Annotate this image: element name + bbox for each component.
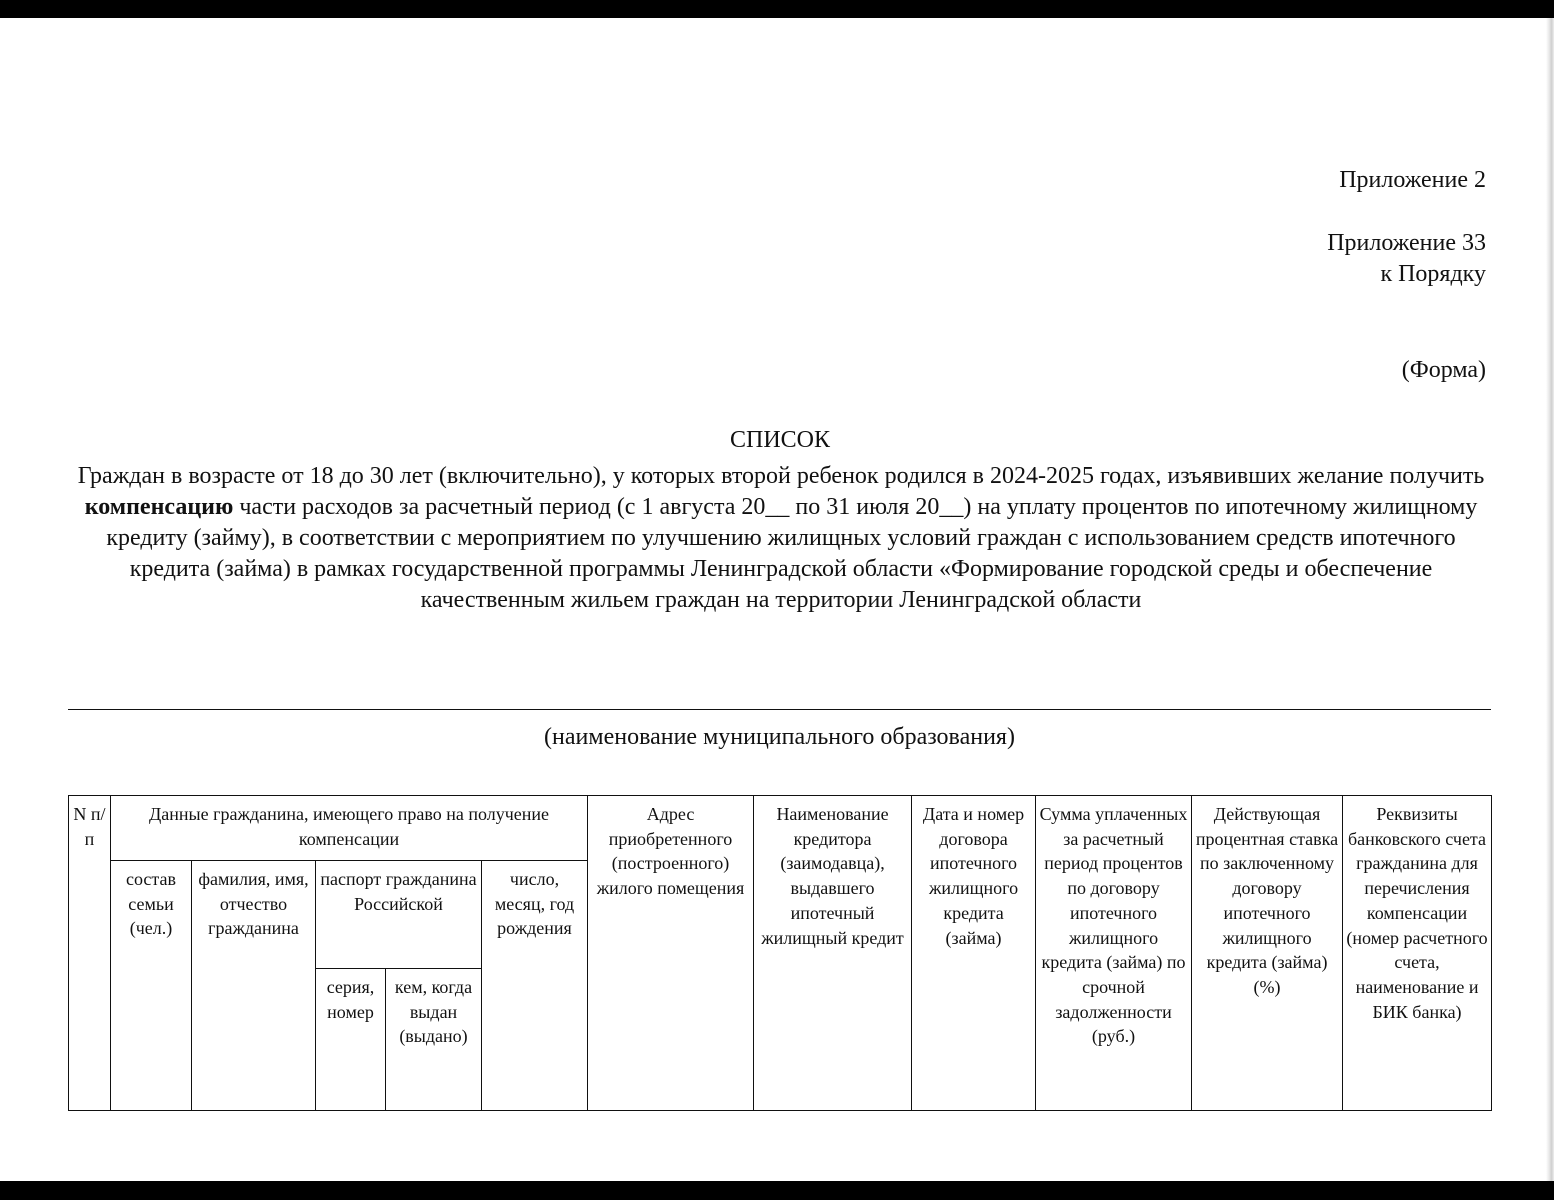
- header-cell-rate: Действующая процентная ставка по заключенному договору ипотечного жилищного кредита (займа) (%): [1192, 796, 1343, 1111]
- header-cell-citizen-data: Данные гражданина, имеющего право на получение компенсации: [111, 796, 588, 861]
- scan-edge-right: [1546, 18, 1554, 1181]
- annex-33-order-line: к Порядку: [1380, 261, 1486, 287]
- header-cell-passport: паспорт гражданина Российской: [316, 861, 482, 969]
- municipality-caption: (наименование муниципального образования): [544, 724, 1015, 750]
- annex-2-label: Приложение 2: [1339, 167, 1486, 193]
- header-cell-creditor: Наименование кредитора (заимодавца), выдавшего ипотечный жилищный кредит: [754, 796, 912, 1111]
- citizens-list-table: [68, 795, 1492, 1111]
- scan-border-bottom: [0, 1181, 1554, 1200]
- subtitle-part-2: части расходов за расчетный период (с 1 августа 20__ по 31 июля 20__) на уплату процентов по ипотечному жилищному кредиту (займу), в соответствии с мероприятием по улучшению жилищных условий граждан с использованием средств ипотечного кредита (займа) в рамках государственной программы Ленинградской области «Формирование городской среды и обеспечение качественным жильем граждан на территории Ленинградской области: [106, 494, 1478, 613]
- header-cell-family-size: состав семьи (чел.): [111, 861, 192, 1111]
- form-mark: (Форма): [1401, 357, 1486, 383]
- header-cell-bank-details: Реквизиты банковского счета гражданина для перечисления компенсации (номер расчетного счета, наименование и БИК банка): [1343, 796, 1492, 1111]
- document-subtitle: [72, 461, 1490, 616]
- subtitle-bold-word: компенсацию: [84, 494, 234, 520]
- document-title: СПИСОК: [729, 427, 831, 453]
- header-cell-passport-issued: кем, когда выдан (выдано): [386, 968, 482, 1110]
- table-header-row-1: [69, 796, 1492, 861]
- header-cell-birth-date: число, месяц, год рождения: [482, 861, 588, 1111]
- annex-33-label: [1327, 228, 1486, 290]
- header-cell-paid-sum: Сумма уплаченных за расчетный период процентов по договору ипотечного жилищного кредита (займа) по срочной задолженности (руб.): [1036, 796, 1192, 1111]
- header-cell-number: N п/п: [69, 796, 111, 1111]
- scan-border-top: [0, 0, 1554, 18]
- annex-33-line: Приложение 33: [1327, 230, 1486, 256]
- subtitle-part-1: Граждан в возрасте от 18 до 30 лет (включительно), у которых второй ребенок родился в 2024-2025 годах, изъявивших желание получить: [77, 463, 1485, 489]
- header-cell-contract: Дата и номер договора ипотечного жилищного кредита (займа): [912, 796, 1036, 1111]
- header-cell-address: Адрес приобретенного (построенного) жилого помещения: [588, 796, 754, 1111]
- header-cell-full-name: фамилия, имя, отчество гражданина: [192, 861, 316, 1111]
- municipality-fill-line: [68, 709, 1491, 710]
- header-cell-passport-series: серия, номер: [316, 968, 386, 1110]
